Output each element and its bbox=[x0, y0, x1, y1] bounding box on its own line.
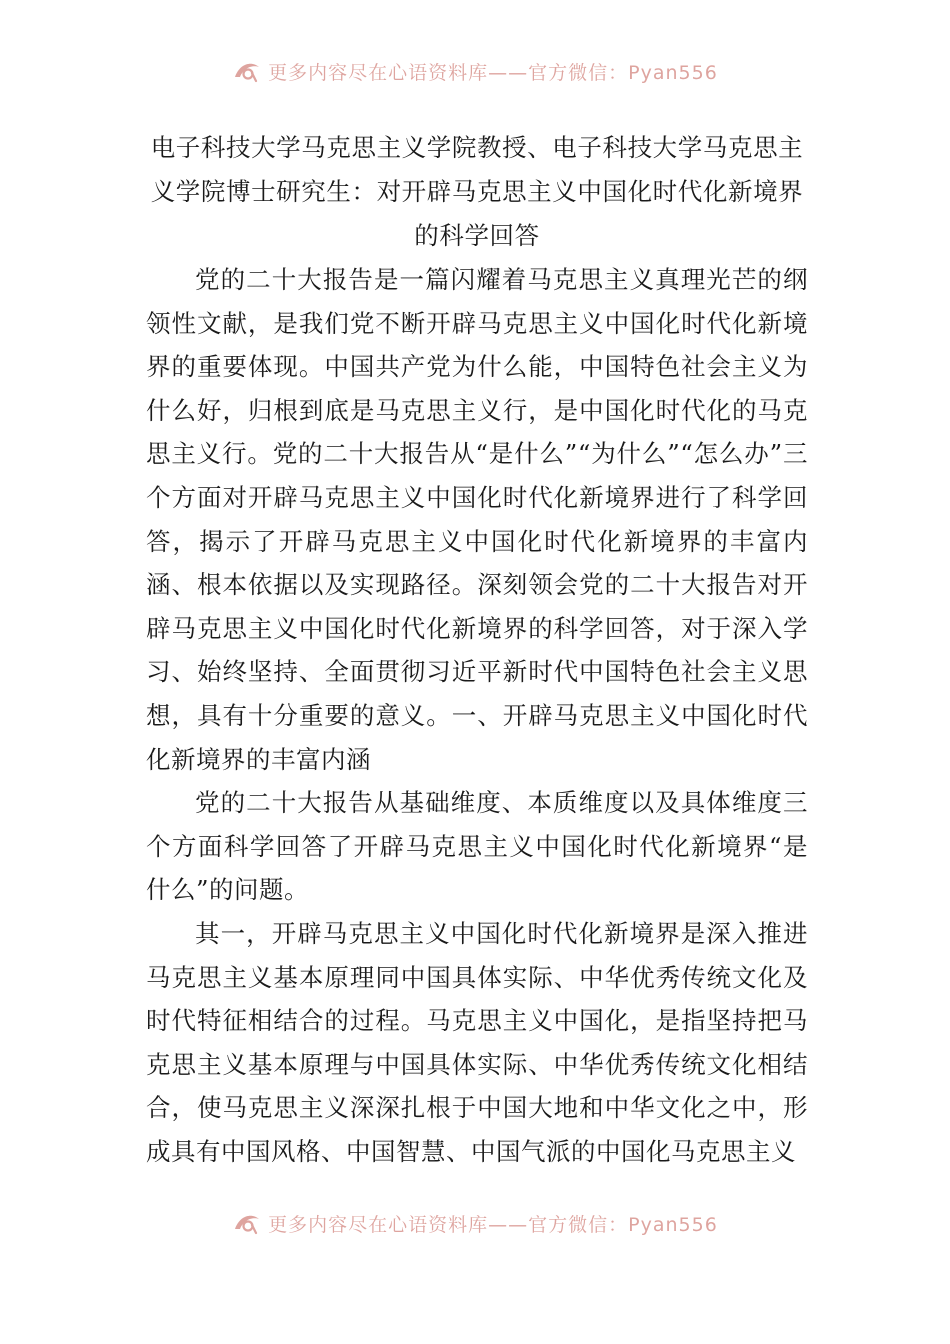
brand-logo-icon bbox=[232, 59, 262, 83]
brand-logo-icon bbox=[232, 1211, 262, 1235]
paragraph: 党的二十大报告从基础维度、本质维度以及具体维度三个方面科学回答了开辟马克思主义中国化时代化新境界“是什么”的问题。 bbox=[146, 788, 808, 905]
paragraph: 其一，开辟马克思主义中国化时代化新境界是深入推进马克思主义基本原理同中国具体实际、中华优秀传统文化及时代特征相结合的过程。马克思主义中国化，是指坚持把马克思主义基本原理与中国具体实际、中华优秀传统文化相结合，使马克思主义深深扎根于中国大地和中华文化之中，形成具有中国风格、中国智慧、中国气派的中国化马克思主义 bbox=[146, 918, 808, 1166]
watermark-text: 更多内容尽在心语资料库——官方微信：Pyan556 bbox=[268, 61, 718, 84]
watermark-footer bbox=[0, 1208, 950, 1238]
watermark-text: 更多内容尽在心语资料库——官方微信：Pyan556 bbox=[268, 1213, 718, 1236]
paragraph: 党的二十大报告是一篇闪耀着马克思主义真理光芒的纲领性文献，是我们党不断开辟马克思主义中国化时代化新境界的重要体现。中国共产党为什么能，中国特色社会主义为什么好，归根到底是马克思主义行，是中国化时代化的马克思主义行。党的二十大报告从“是什么”“为什么”“怎么办”三个方面对开辟马克思主义中国化时代化新境界进行了科学回答，揭示了开辟马克思主义中国化时代化新境界的丰富内涵、根本依据以及实现路径。深刻领会党的二十大报告对开辟马克思主义中国化时代化新境界的科学回答，对于深入学习、始终坚持、全面贯彻习近平新时代中国特色社会主义思想，具有十分重要的意义。一、开辟马克思主义中国化时代化新境界的丰富内涵 bbox=[146, 265, 808, 774]
watermark-header bbox=[0, 56, 950, 86]
document-title: 电子科技大学马克思主义学院教授、电子科技大学马克思主义学院博士研究生：对开辟马克思主义中国化时代化新境界的科学回答 bbox=[150, 133, 804, 250]
document-body bbox=[146, 126, 808, 1173]
